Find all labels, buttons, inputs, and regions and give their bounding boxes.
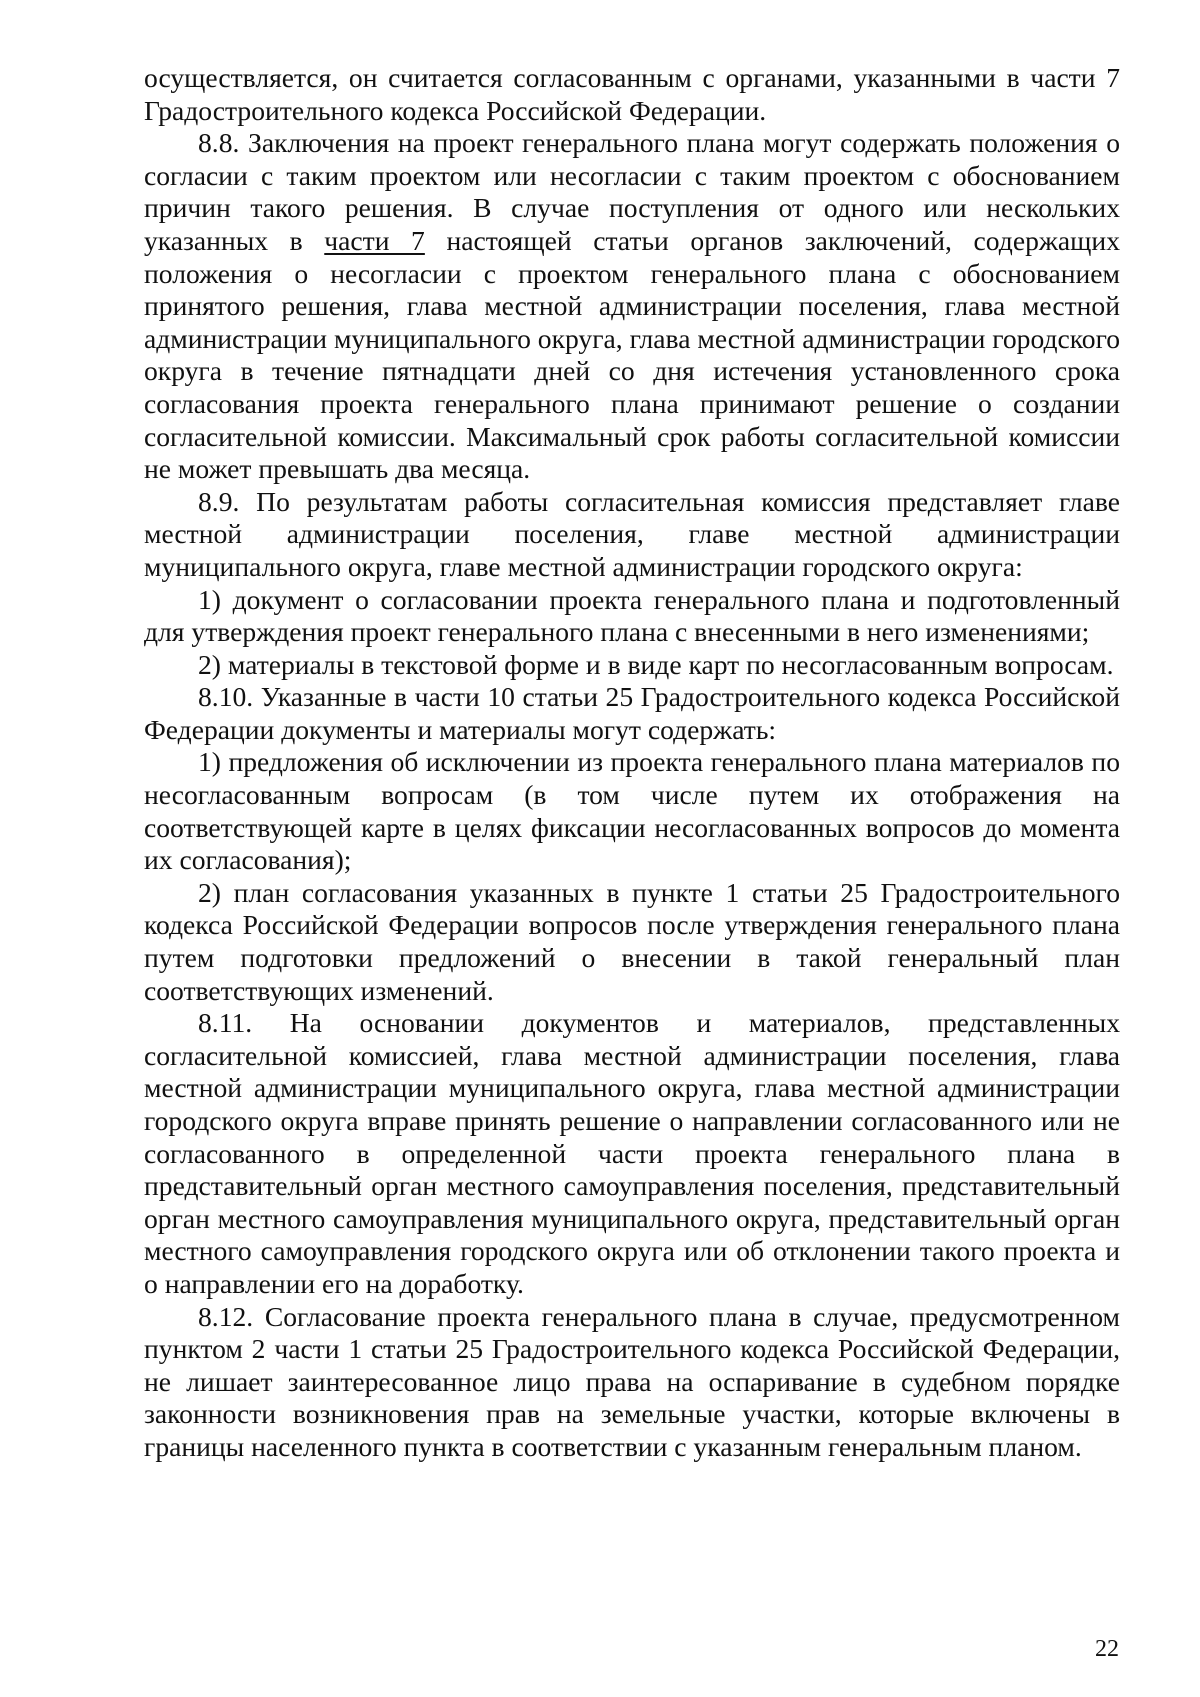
paragraph-8-8 [144, 127, 1120, 486]
paragraph-8-9-item-2: 2) материалы в текстовой форме и в виде карт по несогласованным вопросам. [198, 648, 1114, 680]
paragraph-8-9: 8.9. По результатам работы согласительная комиссия представляет главе местной администрации поселения, главе местной администрации муниципального округа, главе местной администрации городского округа: [144, 485, 1120, 582]
link-part-7[interactable]: части 7 [324, 224, 425, 256]
paragraph-8-9-item-1: 1) документ о согласовании проекта генерального плана и подготовленный для утверждения проект генерального плана с внесенными в него изменениями; [144, 583, 1120, 648]
paragraph-8-8-text-end: настоящей статьи органов заключений, содержащих положения о несогласии с проектом генерального плана с обоснованием принятого решения, глава местной администрации поселения, глава местной администрации муниципального округа, глава местной администрации городского округа в течение пятнадцати дней со дня истечения установленного срока согласования проекта генерального плана принимают решение о создании согласительной комиссии. Максимальный срок работы согласительной комиссии не может превышать два месяца. [144, 224, 1120, 485]
paragraph-8-10-item-1: 1) предложения об исключении из проекта генерального плана материалов по несогласованным вопросам (в том числе путем их отображения на соответствующей карте в целях фиксации несогласованных вопросов до момента их согласования); [144, 746, 1120, 876]
page-number: 22 [1095, 1636, 1119, 1662]
document-body [144, 62, 1120, 1464]
paragraph-8-11: 8.11. На основании документов и материалов, представленных согласительной комиссией, глава местной администрации поселения, глава местной администрации муниципального округа, глава местной администрации городского округа вправе принять решение о направлении согласованного или не согласованного в определенной части проекта генерального плана в представительный орган местного самоуправления поселения, представительный орган местного самоуправления муниципального округа, представительный орган местного самоуправления городского округа или об отклонении такого проекта и о направлении его на доработку. [144, 1007, 1120, 1299]
paragraph-8-12: 8.12. Согласование проекта генерального плана в случае, предусмотренном пунктом 2 части 1 статьи 25 Градостроительного кодекса Российской Федерации, не лишает заинтересованное лицо права на оспаривание в судебном порядке законности возникновения прав на земельные участки, которые включены в границы населенного пункта в соответствии с указанным генеральным планом. [144, 1300, 1120, 1462]
paragraph-8-10-item-2: 2) план согласования указанных в пункте 1 статьи 25 Градостроительного кодекса Российской Федерации вопросов после утверждения генерального плана путем подготовки предложений о внесении в такой генеральный план соответствующих изменений. [144, 876, 1120, 1006]
paragraph-8-10: 8.10. Указанные в части 10 статьи 25 Градостроительного кодекса Российской Федерации документы и материалы могут содержать: [144, 681, 1120, 745]
paragraph-8-7-continuation: осуществляется, он считается согласованным с органами, указанными в части 7 Градостроительного кодекса Российской Федерации. [144, 62, 1120, 126]
paragraph-8-8-text-start: 8.8. Заключения на проект генерального плана могут содержать положения о согласии с таким проектом или несогласии с таким проектом с обоснованием причин такого решения. В случае поступления от одного или нескольких указанных в [144, 127, 1120, 256]
